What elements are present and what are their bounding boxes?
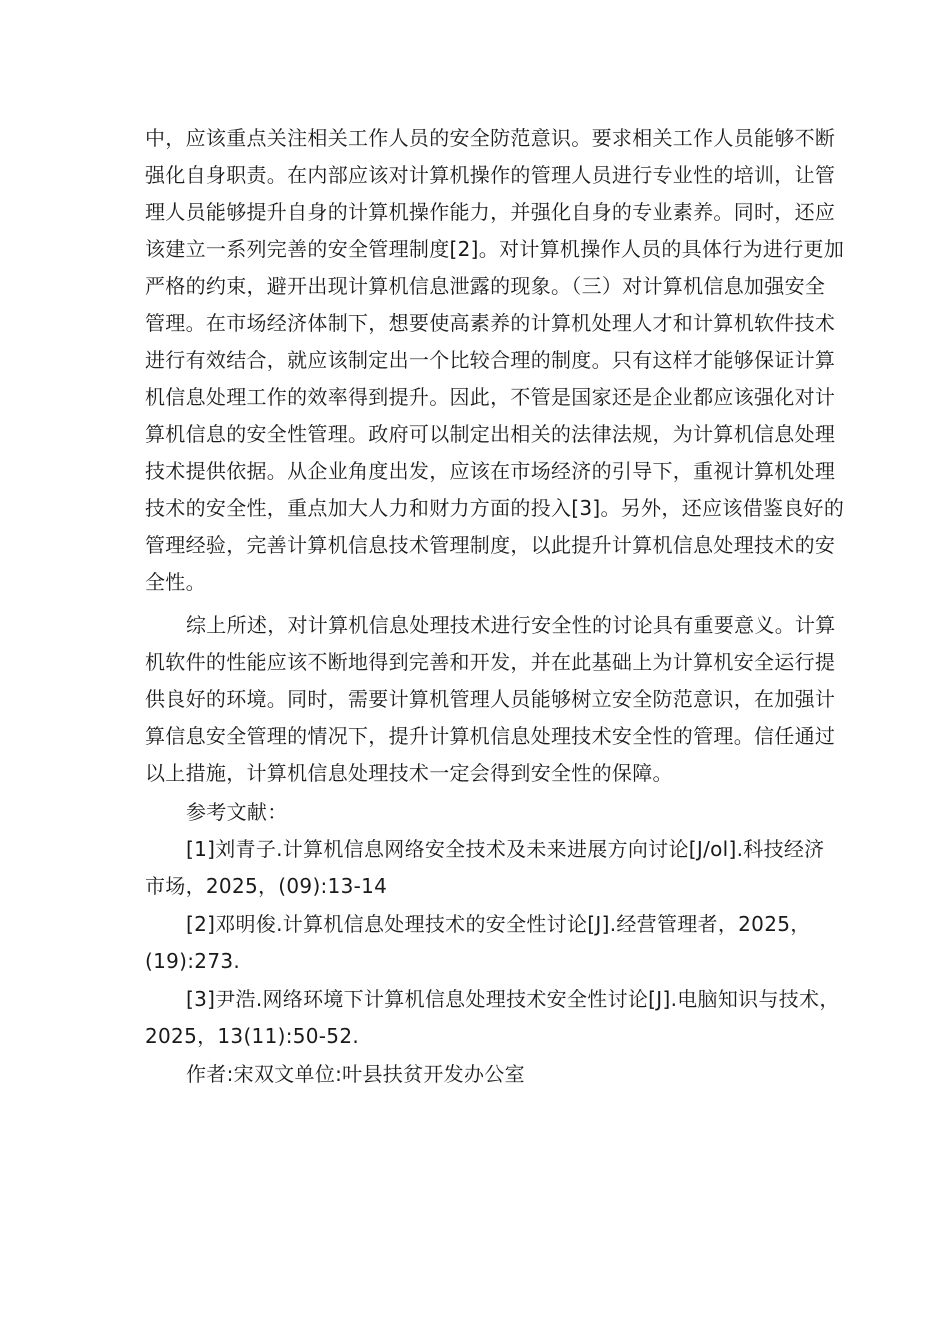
paragraph-line: 严格的约束，避开出现计算机信息泄露的现象。（三）对计算机信息加强安全 [145, 274, 826, 298]
reference-entry-line: [2]邓明俊.计算机信息处理技术的安全性讨论[J].经营管理者，2025， [186, 912, 811, 936]
paragraph-line: 技术提供依据。从企业角度出发，应该在市场经济的引导下，重视计算机处理 [145, 459, 836, 483]
paragraph-line: 中，应该重点关注相关工作人员的安全防范意识。要求相关工作人员能够不断 [145, 126, 836, 150]
paragraph-line: 强化自身职责。在内部应该对计算机操作的管理人员进行专业性的培训，让管 [145, 163, 836, 187]
paragraph-line: 算信息安全管理的情况下，提升计算机信息处理技术安全性的管理。信任通过 [145, 724, 836, 748]
paragraph-line: 综上所述，对计算机信息处理技术进行安全性的讨论具有重要意义。计算 [186, 613, 836, 637]
reference-entry-line: (19):273. [145, 949, 241, 973]
author-affiliation: 作者:宋双文单位:叶县扶贫开发办公室 [186, 1062, 525, 1086]
reference-entry-line: [3]尹浩.网络环境下计算机信息处理技术安全性讨论[J].电脑知识与技术， [186, 987, 840, 1011]
reference-entry-line: 2025，13(11):50-52. [145, 1024, 360, 1048]
paragraph-line: 供良好的环境。同时，需要计算机管理人员能够树立安全防范意识，在加强计 [145, 687, 836, 711]
paragraph-line: 理人员能够提升自身的计算机操作能力，并强化自身的专业素养。同时，还应 [145, 200, 836, 224]
paragraph-line: 机软件的性能应该不断地得到完善和开发，并在此基础上为计算机安全运行提 [145, 650, 836, 674]
reference-entry-line: [1]刘青子.计算机信息网络安全技术及未来进展方向讨论[J/ol].科技经济 [186, 837, 825, 861]
reference-entry-line: 市场，2025，(09):13-14 [145, 874, 388, 898]
references-heading: 参考文献： [186, 800, 288, 824]
paragraph-line: 进行有效结合，就应该制定出一个比较合理的制度。只有这样才能够保证计算 [145, 348, 836, 372]
paragraph-line: 全性。 [145, 570, 206, 594]
paragraph-line: 以上措施，计算机信息处理技术一定会得到安全性的保障。 [145, 761, 673, 785]
paragraph-line: 算机信息的安全性管理。政府可以制定出相关的法律法规，为计算机信息处理 [145, 422, 836, 446]
paragraph-line: 管理。在市场经济体制下，想要使高素养的计算机处理人才和计算机软件技术 [145, 311, 836, 335]
paragraph-line: 该建立一系列完善的安全管理制度[2]。对计算机操作人员的具体行为进行更加 [145, 237, 845, 261]
paragraph-line: 管理经验，完善计算机信息技术管理制度，以此提升计算机信息处理技术的安 [145, 533, 836, 557]
paragraph-line: 机信息处理工作的效率得到提升。因此，不管是国家还是企业都应该强化对计 [145, 385, 836, 409]
paragraph-line: 技术的安全性，重点加大人力和财力方面的投入[3]。另外，还应该借鉴良好的 [145, 496, 845, 520]
